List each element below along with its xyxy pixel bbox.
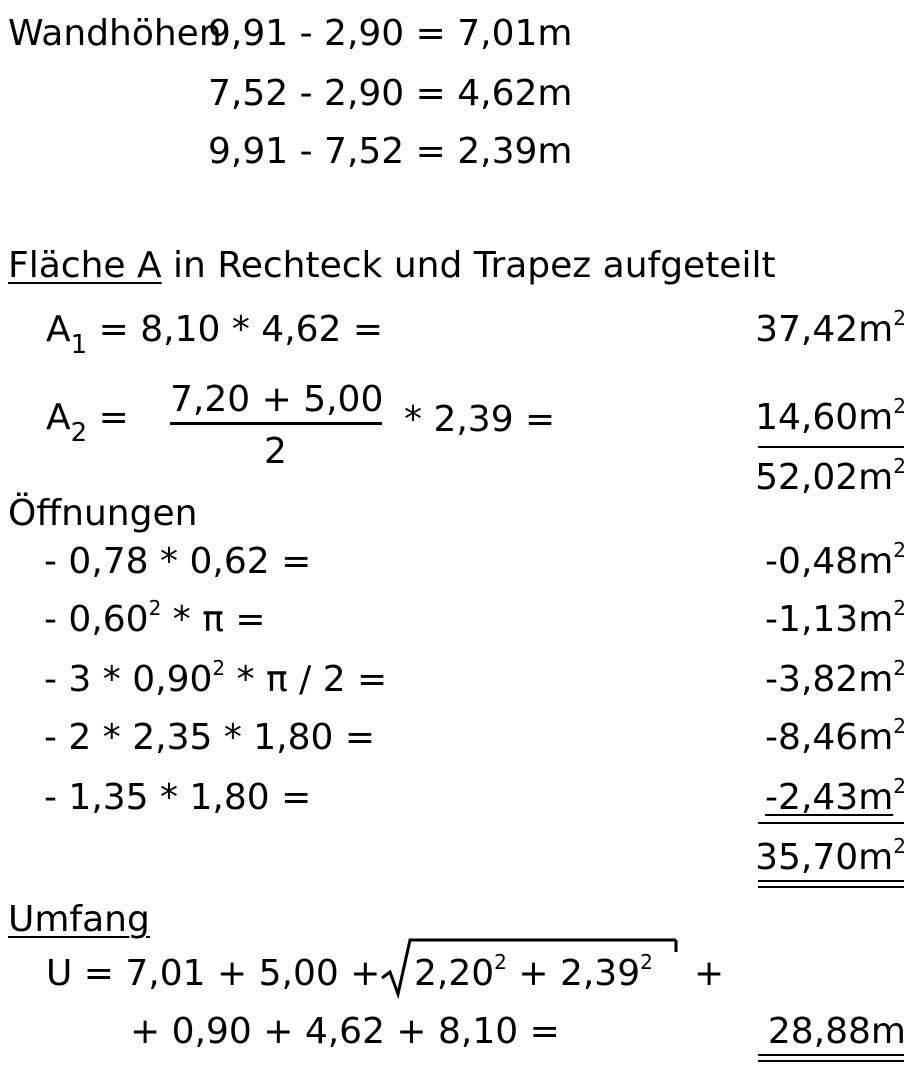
a2-denominator: 2 [264,431,287,472]
perimeter-line-1-start: U = 7,01 + 5,00 + [46,953,381,994]
opening-4-expression: - 2 * 2,35 * 1,80 = [44,717,376,758]
a2-result: $14,60m^2$ [755,394,906,438]
opening-5-expression: - 1,35 * 1,80 = [44,777,312,818]
perimeter-double-rule-bottom [758,1060,904,1062]
wall-height-line-2: 7,52 - 2,90 = 4,62m [208,73,573,114]
perimeter-line-1-end: + [694,953,725,994]
a2-equals: = [98,397,129,438]
opening-3-result: $-3,82m^2$ [765,656,906,700]
a1-expression: = 8,10 * 4,62 = [98,309,384,350]
opening-2-expression: - 0,60$^2$ * π = [44,596,266,640]
opening-1-expression: - 0,78 * 0,62 = [44,541,312,582]
wall-height-line-1: 9,91 - 2,90 = 7,01m [208,13,573,54]
opening-2-result: $-1,13m^2$ [765,596,906,640]
square-root-content: $2,20^2 + 2,39^2$ [414,950,653,994]
wall-height-line-3: 9,91 - 7,52 = 2,39m [208,131,573,172]
area-a-heading-underlined: Fläche A [8,245,162,286]
a1-result: $37,42m^2$ [755,306,906,350]
perimeter-line-2: + 0,90 + 4,62 + 8,10 = [130,1011,560,1052]
opening-1-result: $-0,48m^2$ [765,538,906,582]
wall-heights-label: Wandhöhen [8,13,222,54]
perimeter-double-rule-top [758,1054,904,1056]
a2-index: 2 [70,418,88,448]
a2-letter: A [46,397,71,438]
perimeter-label: Umfang [8,899,150,940]
a2-numerator: 7,20 + 5,00 [170,379,384,420]
area-a-subtotal: $52,02m^2$ [755,454,906,498]
a1-index: 1 [70,330,88,360]
openings-label: Öffnungen [8,493,198,534]
area-a-heading-rest: in Rechteck und Trapez aufgeteilt [161,245,776,286]
opening-5-result: $-2,43m^2$ [765,774,906,818]
openings-total: $35,70m^2$ [755,834,906,878]
a2-rest: * 2,39 = [404,399,556,440]
perimeter-result: 28,88m [767,1011,906,1052]
opening-3-expression: - 3 * 0,90$^2$ * π / 2 = [44,656,388,700]
a1-letter: A [46,309,71,350]
opening-4-result: $-8,46m^2$ [765,714,906,758]
